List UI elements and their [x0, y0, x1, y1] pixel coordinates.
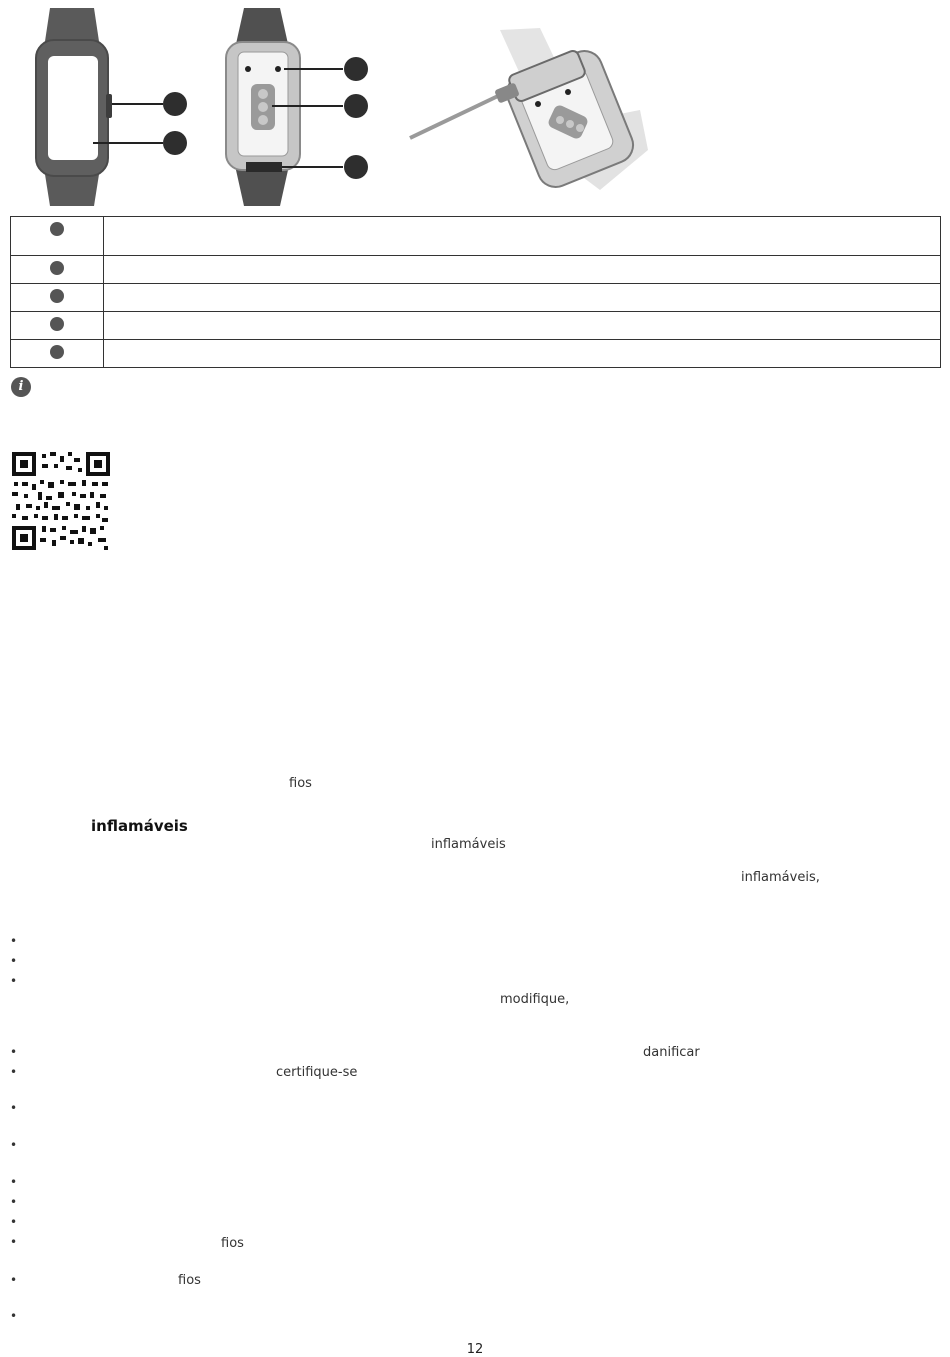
- device-illustrations: [0, 0, 950, 212]
- bullet-marker: •: [10, 1065, 18, 1079]
- word-inflamaveis: inflamáveis: [431, 837, 506, 852]
- qr-code: [12, 452, 110, 550]
- word-fios: fios: [178, 1273, 201, 1288]
- bullet-marker: •: [10, 1309, 18, 1323]
- table-cell-description: [104, 312, 941, 340]
- table-row: [11, 256, 941, 284]
- table-row: [11, 312, 941, 340]
- callout-markers-back: [344, 57, 368, 179]
- bullet-marker: •: [10, 954, 18, 968]
- number-marker: [50, 317, 64, 331]
- bullet-marker: •: [10, 1101, 18, 1115]
- bullet-marker: •: [10, 1045, 18, 1059]
- page-number: 12: [466, 1342, 484, 1357]
- word-modifique: modifique,: [500, 992, 570, 1007]
- table-cell-number: [11, 256, 104, 284]
- info-icon: i: [11, 377, 31, 397]
- bullet-marker: •: [10, 1273, 18, 1287]
- table-row: [11, 340, 941, 368]
- word-fios: fios: [221, 1236, 244, 1251]
- table-cell-description: [104, 256, 941, 284]
- table-cell-description: [104, 217, 941, 256]
- table-cell-number: [11, 340, 104, 368]
- table-cell-number: [11, 284, 104, 312]
- number-marker: [50, 345, 64, 359]
- table-row: [11, 284, 941, 312]
- callout-markers-front: [163, 92, 187, 155]
- number-marker: [50, 289, 64, 303]
- table-row: [11, 217, 941, 256]
- heading-inflamaveis: inflamáveis: [91, 817, 188, 835]
- bullet-marker: •: [10, 1195, 18, 1209]
- table-cell-description: [104, 284, 941, 312]
- number-marker: [50, 261, 64, 275]
- bullet-marker: •: [10, 1235, 18, 1249]
- table-cell-number: [11, 217, 104, 256]
- bullet-marker: •: [10, 1215, 18, 1229]
- bullet-marker: •: [10, 974, 18, 988]
- band-front-view: [36, 8, 163, 206]
- word-inflamaveis: inflamáveis,: [741, 870, 820, 885]
- bullet-marker: •: [10, 1138, 18, 1152]
- table-cell-description: [104, 340, 941, 368]
- bullet-marker: •: [10, 1175, 18, 1189]
- word-fios: fios: [289, 776, 312, 791]
- bullet-marker: •: [10, 934, 18, 948]
- word-certifique-se: certifique-se: [276, 1065, 358, 1080]
- number-marker: [50, 222, 64, 236]
- table-cell-number: [11, 312, 104, 340]
- charging-illustration: [410, 28, 648, 192]
- parts-table: [10, 216, 941, 368]
- band-back-view: [226, 8, 343, 206]
- word-danificar: danificar: [643, 1045, 700, 1060]
